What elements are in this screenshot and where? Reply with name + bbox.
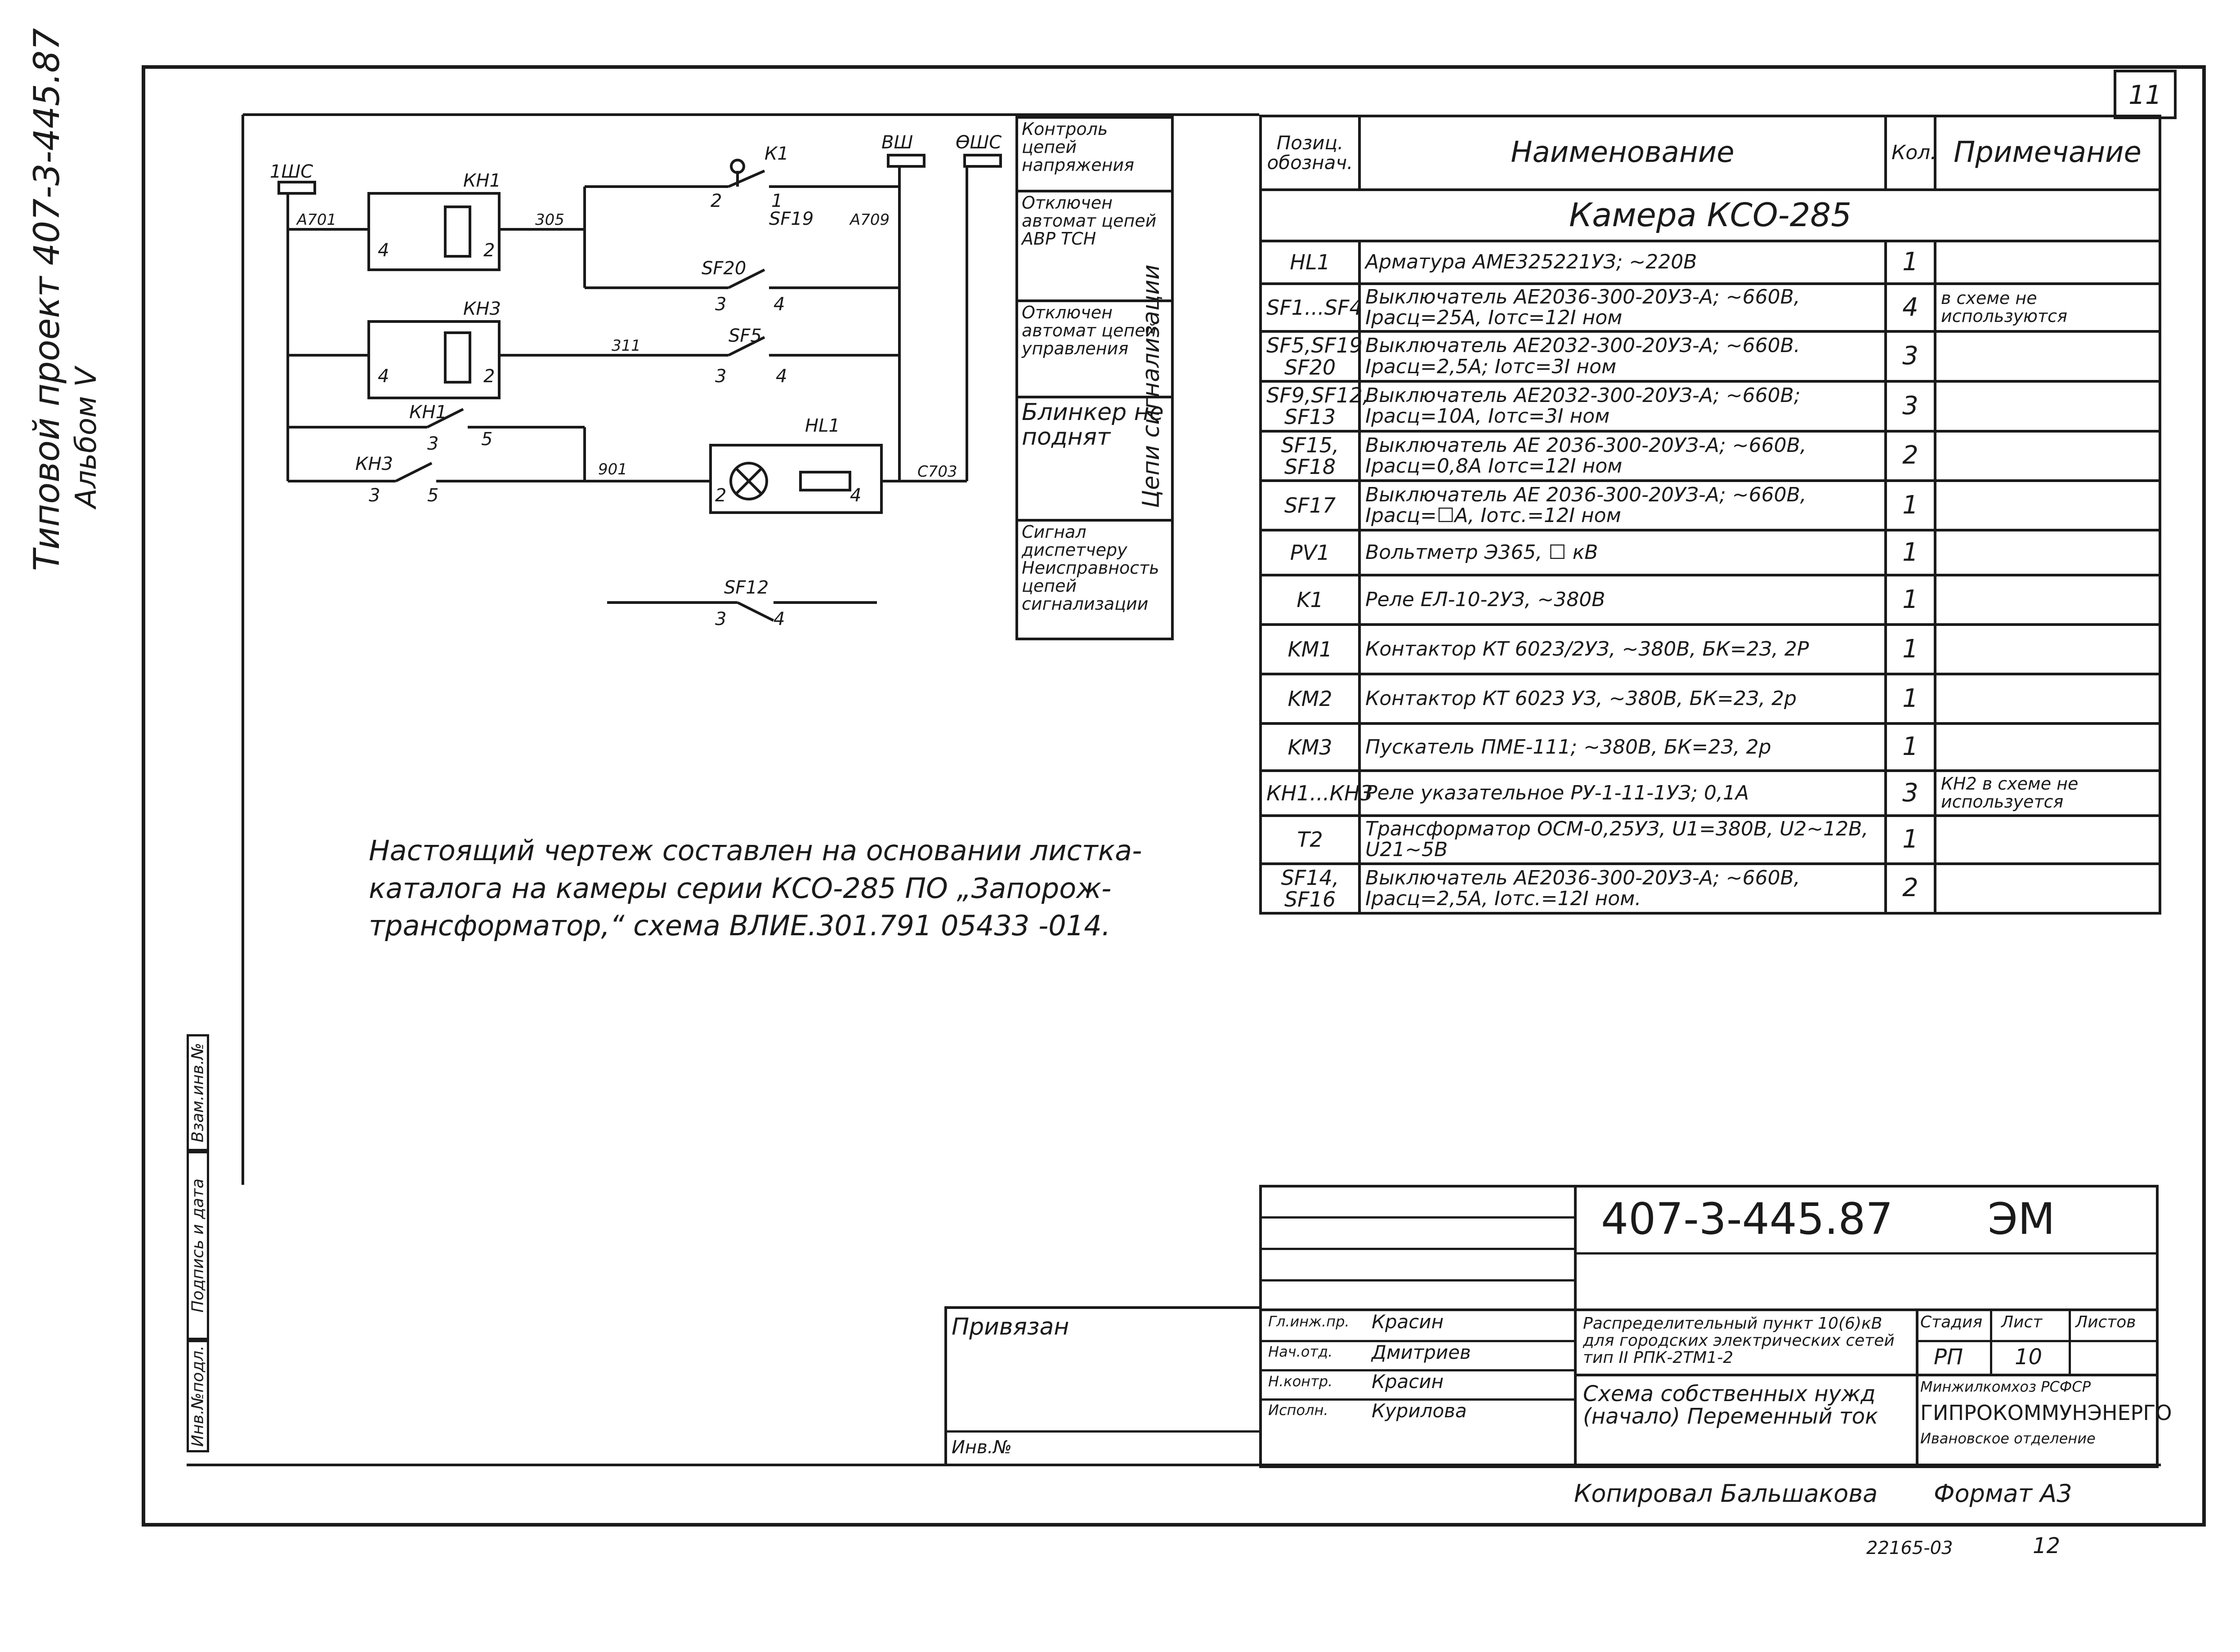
spec-cell-qty: 2 (1886, 431, 1935, 481)
label-pin-4i: 4 (773, 609, 785, 630)
signal-box-avr: Отключен автомат цепей АВР ТСН (1018, 192, 1171, 302)
inv-label: Инв.№ (952, 1437, 1012, 1458)
spec-cell-note (1935, 864, 2160, 914)
title-role-4: Исполн. (1268, 1402, 1328, 1419)
sheet-number: 11 (2128, 80, 2162, 110)
label-pin-2h: 2 (715, 485, 727, 506)
note-line-1: Настоящий чертеж составлен на основании листка- (369, 834, 1142, 867)
label-pin-4e: 4 (776, 366, 787, 387)
spec-cell-note (1935, 331, 2160, 381)
spec-cell-name: Контактор КТ 6023/2УЗ, ~380В, БК=2З, 2Р (1359, 625, 1886, 674)
spec-cell-name: Контактор КТ 6023 УЗ, ~380В, БК=2З, 2р (1359, 674, 1886, 723)
note-line-2: каталога на камеры серии КСО-285 ПО „Запорож- (369, 871, 1112, 905)
label-pin-1c: 1 (771, 191, 783, 211)
label-wire-901: 901 (598, 460, 627, 478)
spec-cell-pos: SF1...SF4 (1261, 284, 1359, 331)
spec-cell-qty: 3 (1886, 381, 1935, 431)
label-pin-4h: 4 (850, 485, 862, 506)
label-pin-4b: 4 (378, 366, 389, 387)
spec-cell-name: Арматура АМЕ325221УЗ; ~220В (1359, 241, 1886, 284)
title-org-2: ГИПРОКОММУНЭНЕРГО (1920, 1401, 2172, 1425)
spec-cell-qty: 1 (1886, 723, 1935, 771)
spec-cell-pos: K1 (1261, 575, 1359, 625)
title-role-3: Н.контр. (1268, 1373, 1333, 1390)
spec-row (1261, 530, 2160, 575)
label-wire-305: 305 (535, 211, 564, 229)
spec-cell-name: Трансформатор ОСМ-0,25УЗ, U1=380В, U2~12В, U21~5В (1359, 816, 1886, 863)
spec-cell-name: Выключатель АЕ 2036-300-20УЗ-А; ~660В, Iрасц=☐А, Iотс.=12I ном (1359, 481, 1886, 530)
spec-cell-note: в схеме не используются (1935, 284, 2160, 331)
spec-cell-pos: SF9,SF12, SF13 (1261, 381, 1359, 431)
bus-1shc-terminal (279, 182, 315, 193)
spec-cell-name: Вольтметр Э365, ☐ кВ (1359, 530, 1886, 575)
side-cell-inventory: Инв.№подл. (187, 1340, 209, 1452)
label-pin-4d: 4 (773, 294, 785, 315)
spec-cell-name: Выключатель АЕ2036-300-20УЗ-А; ~660В, Iрасц=2,5А, Iотс.=12I ном. (1359, 864, 1886, 914)
spec-cell-note (1935, 481, 2160, 530)
spec-row (1261, 816, 2160, 863)
bus-vsh-terminal (888, 155, 924, 166)
label-sf19: SF19 (769, 209, 814, 229)
spec-cell-qty: 1 (1886, 530, 1935, 575)
title-org-3: Ивановское отделение (1920, 1430, 2096, 1447)
title-name-2: Дмитриев (1372, 1341, 1471, 1363)
label-kn1: КН1 (463, 170, 501, 191)
spec-cell-qty: 3 (1886, 331, 1935, 381)
spec-cell-qty: 4 (1886, 284, 1935, 331)
spec-cell-qty: 1 (1886, 674, 1935, 723)
spec-row (1261, 625, 2160, 674)
label-pin-2c: 2 (711, 191, 722, 211)
spec-row (1261, 723, 2160, 771)
spec-cell-qty: 2 (1886, 864, 1935, 914)
note-line-3: трансформатор,“ схема ВЛИЕ.301.791 05433 -014. (369, 909, 1111, 942)
label-sf5: SF5 (729, 326, 762, 346)
label-oshc: ӨШС (956, 132, 1002, 153)
bottom-border-line (187, 1464, 2161, 1466)
label-pin-3d: 3 (715, 294, 727, 315)
spec-cell-name: Пускатель ПМЕ-111; ~380В, БК=2З, 2р (1359, 723, 1886, 771)
label-pin-4a: 4 (378, 240, 389, 261)
spec-header-qty: Кол. (1886, 116, 1935, 190)
label-pin-2a: 2 (483, 240, 495, 261)
spec-cell-qty: 1 (1886, 241, 1935, 284)
spec-cell-qty: 3 (1886, 771, 1935, 816)
title-stage: РП (1934, 1344, 1963, 1370)
label-1shc: 1ШС (270, 161, 313, 182)
label-pin-2b: 2 (483, 366, 495, 387)
spec-cell-pos: T2 (1261, 816, 1359, 863)
spec-header-note: Примечание (1935, 116, 2160, 190)
spec-header-row (1261, 116, 2160, 190)
spec-row (1261, 674, 2160, 723)
title-role-1: Гл.инж.пр. (1268, 1313, 1350, 1330)
label-sf12: SF12 (724, 577, 769, 598)
side-title-project: Типовой проект 407-3-445.87 (27, 28, 67, 571)
spec-cell-name: Выключатель АЕ2032-300-20УЗ-А; ~660В. Iрасц=2,5А; Iотс=3I ном (1359, 331, 1886, 381)
spec-row (1261, 575, 2160, 625)
spec-row (1261, 771, 2160, 816)
note-block (369, 832, 1142, 945)
label-pin-5f: 5 (481, 429, 493, 450)
title-block (1259, 1185, 2172, 1468)
spec-cell-note (1935, 575, 2160, 625)
title-org-1: Минжилкомхоз РСФСР (1920, 1378, 2091, 1395)
bus-oshc-terminal (965, 155, 1001, 166)
spec-cell-pos: КН1...КН3 (1261, 771, 1359, 816)
title-name-1: Красин (1372, 1311, 1444, 1333)
format-label: Формат А3 (1934, 1479, 2072, 1508)
signal-side-label-wrap (1138, 264, 1165, 508)
spec-cell-name: Выключатель АЕ 2036-300-20УЗ-А; ~660В, Iрасц=0,8А Iотс=12I ном (1359, 431, 1886, 481)
spec-cell-pos: KM3 (1261, 723, 1359, 771)
spec-cell-qty: 1 (1886, 481, 1935, 530)
spec-cell-note (1935, 723, 2160, 771)
signal-box-control: Отключен автомат цепей управления (1018, 302, 1171, 398)
spec-cell-name: Реле ЕЛ-10-2УЗ, ~380В (1359, 575, 1886, 625)
label-vsh: ВШ (881, 132, 913, 153)
label-kn3: КН3 (463, 299, 501, 319)
spec-cell-note (1935, 381, 2160, 431)
copied-by: Копировал Бальшакова (1574, 1479, 1878, 1508)
spec-row (1261, 431, 2160, 481)
spec-cell-name: Выключатель АЕ2032-300-20УЗ-А; ~660В; Iрасц=10А, Iотс=3I ном (1359, 381, 1886, 431)
side-cell-replacement: Взам.инв.№ (187, 1034, 209, 1151)
spec-cell-pos: SF5,SF19 SF20 (1261, 331, 1359, 381)
label-sf20: SF20 (702, 258, 747, 279)
spec-cell-note (1935, 241, 2160, 284)
linked-label: Привязан (952, 1313, 1069, 1340)
title-sheet-no: 10 (2015, 1344, 2043, 1370)
spec-row (1261, 241, 2160, 284)
title-name-4: Курилова (1372, 1400, 1467, 1422)
title-role-2: Нач.отд. (1268, 1343, 1333, 1360)
spec-cell-note: КН2 в схеме не используется (1935, 771, 2160, 816)
label-wire-c703: С703 (917, 463, 957, 481)
spec-group-row (1261, 190, 2160, 241)
spec-cell-qty: 1 (1886, 625, 1935, 674)
title-code: 407-3-445.87 (1601, 1194, 1893, 1244)
bottom-code: 22165-03 (1866, 1538, 1953, 1558)
spec-cell-pos: PV1 (1261, 530, 1359, 575)
signal-box-dispatcher: Сигнал диспетчеру Неисправность цепей сигнализации (1022, 522, 1159, 614)
title-stage-label: Стадия (1920, 1313, 1983, 1331)
label-wire-311: 311 (612, 337, 641, 355)
label-wire-a709: А709 (850, 211, 890, 229)
label-hl1: HL1 (805, 415, 840, 436)
spec-cell-qty: 1 (1886, 816, 1935, 863)
label-pin-3e: 3 (715, 366, 727, 387)
spec-cell-name: Реле указательное РУ-1-11-1УЗ; 0,1А (1359, 771, 1886, 816)
side-cell-signature: Подпись и дата (187, 1151, 209, 1340)
spec-cell-note (1935, 431, 2160, 481)
label-pin-3g: 3 (369, 485, 380, 506)
spec-cell-qty: 1 (1886, 575, 1935, 625)
side-title-album: Альбом V (70, 367, 103, 508)
spec-cell-pos: SF17 (1261, 481, 1359, 530)
spec-row (1261, 481, 2160, 530)
signal-side-label: Цепи сигнализации (1138, 264, 1165, 508)
spec-body (1261, 241, 2160, 913)
spec-cell-name: Выключатель АЕ2036-300-20УЗ-А; ~660В, Iрасц=25А, Iотс=12I ном (1359, 284, 1886, 331)
spec-row (1261, 381, 2160, 431)
spec-header-name: Наименование (1359, 116, 1886, 190)
label-kn3-contact: КН3 (355, 454, 393, 474)
spec-cell-pos: SF14, SF16 (1261, 864, 1359, 914)
spec-row (1261, 284, 2160, 331)
label-k1: К1 (765, 143, 789, 164)
spec-header-pos: Позиц. обознач. (1261, 116, 1359, 190)
spec-group-title: Камера КСО-285 (1261, 190, 2160, 241)
label-kn1-contact: КН1 (409, 402, 447, 423)
spec-cell-pos: SF15, SF18 (1261, 431, 1359, 481)
spec-cell-pos: KM2 (1261, 674, 1359, 723)
bottom-num: 12 (2033, 1533, 2061, 1558)
spec-cell-pos: HL1 (1261, 241, 1359, 284)
title-mark: ЭМ (1988, 1194, 2055, 1244)
spec-row (1261, 331, 2160, 381)
spec-cell-note (1935, 674, 2160, 723)
title-name-3: Красин (1372, 1371, 1444, 1393)
label-pin-5g: 5 (427, 485, 439, 506)
title-sheet-name: Схема собственных нужд (начало) Переменный ток (1583, 1381, 1878, 1429)
spec-cell-note (1935, 816, 2160, 863)
label-wire-a701: А701 (297, 211, 337, 229)
title-sheet-label: Лист (2001, 1313, 2043, 1331)
spec-cell-note (1935, 530, 2160, 575)
spec-table (1259, 115, 2161, 915)
title-sheets-label: Листов (2075, 1313, 2136, 1331)
spec-row (1261, 864, 2160, 914)
signal-box-blinker: Блинкер не поднят (1018, 398, 1171, 522)
spec-cell-note (1935, 625, 2160, 674)
linked-box (944, 1306, 1259, 1464)
signal-box-voltage: Контроль цепей напряжения (1018, 119, 1171, 192)
title-project: Распределительный пункт 10(6)кВ для городских электрических сетей тип II РПК-2ТМ1-2 (1583, 1314, 1895, 1367)
label-pin-3i: 3 (715, 609, 727, 630)
spec-cell-pos: KM1 (1261, 625, 1359, 674)
label-pin-3f: 3 (427, 433, 439, 454)
